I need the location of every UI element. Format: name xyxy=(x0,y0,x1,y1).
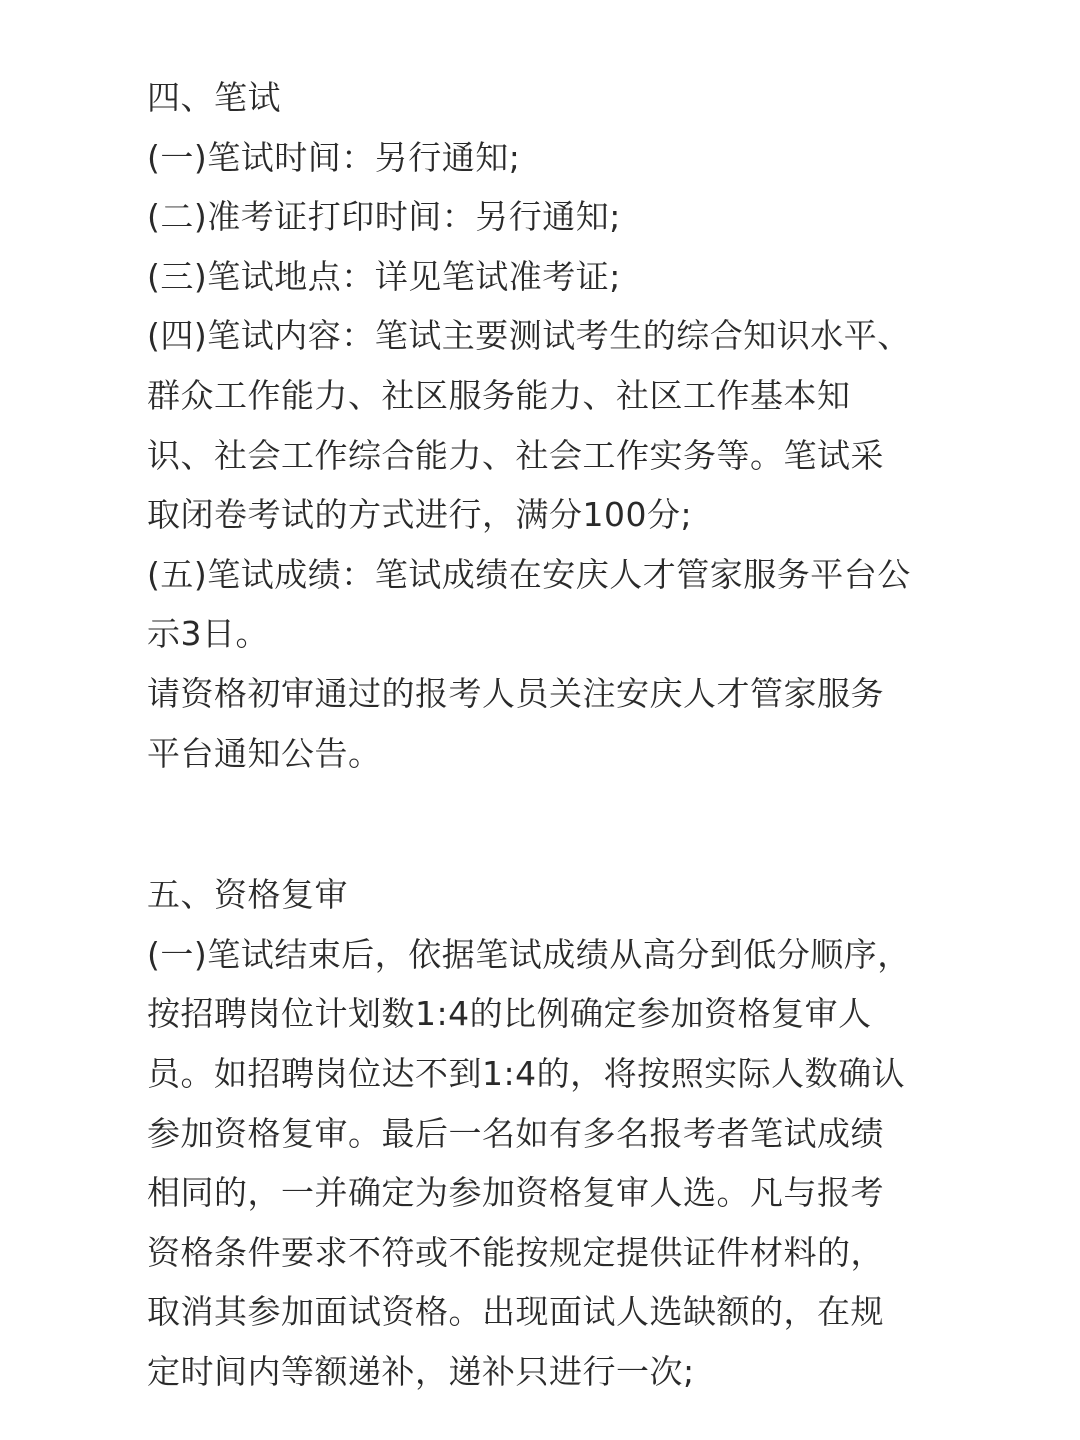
text-line: 平台通知公告。 xyxy=(147,733,382,773)
text-line: (四)笔试内容：笔试主要测试考生的综合知识水平、 xyxy=(147,316,911,356)
text-line: 参加资格复审。最后一名如有多名报考者笔试成绩 xyxy=(147,1113,884,1153)
text-line: 按招聘岗位计划数1:4的比例确定参加资格复审人 xyxy=(147,994,872,1034)
text-line: 识、社会工作综合能力、社会工作实务等。笔试采 xyxy=(147,435,884,475)
text-line: 示3日。 xyxy=(147,614,269,654)
text-line: 取消其参加面试资格。出现面试人选缺额的，在规 xyxy=(147,1292,884,1332)
section-heading: 四、笔试 xyxy=(147,78,281,117)
text-line: 定时间内等额递补，递补只进行一次; xyxy=(147,1351,695,1391)
text-line: (五)笔试成绩：笔试成绩在安庆人才管家服务平台公 xyxy=(147,554,911,594)
section-written-exam xyxy=(147,68,947,783)
text-line: 员。如招聘岗位达不到1:4的，将按照实际人数确认 xyxy=(147,1053,906,1093)
text-line: 相同的，一并确定为参加资格复审人选。凡与报考 xyxy=(147,1173,884,1213)
text-line: 资格条件要求不符或不能按规定提供证件材料的， xyxy=(147,1232,884,1272)
text-line: 取闭卷考试的方式进行，满分100分; xyxy=(147,495,693,535)
text-line: (一)笔试结束后，依据笔试成绩从高分到低分顺序， xyxy=(147,934,911,974)
text-line: 群众工作能力、社区服务能力、社区工作基本知 xyxy=(147,375,851,415)
section-spacer xyxy=(147,783,947,865)
text-line: (三)笔试地点：详见笔试准考证; xyxy=(147,256,621,296)
section-heading: 五、资格复审 xyxy=(147,875,348,915)
text-line: (一)笔试时间：另行通知; xyxy=(147,137,521,177)
document-body xyxy=(147,68,947,1401)
text-line: 请资格初审通过的报考人员关注安庆人才管家服务 xyxy=(147,673,884,713)
text-line: (二)准考证打印时间：另行通知; xyxy=(147,197,621,237)
section-qualification-review xyxy=(147,865,947,1401)
